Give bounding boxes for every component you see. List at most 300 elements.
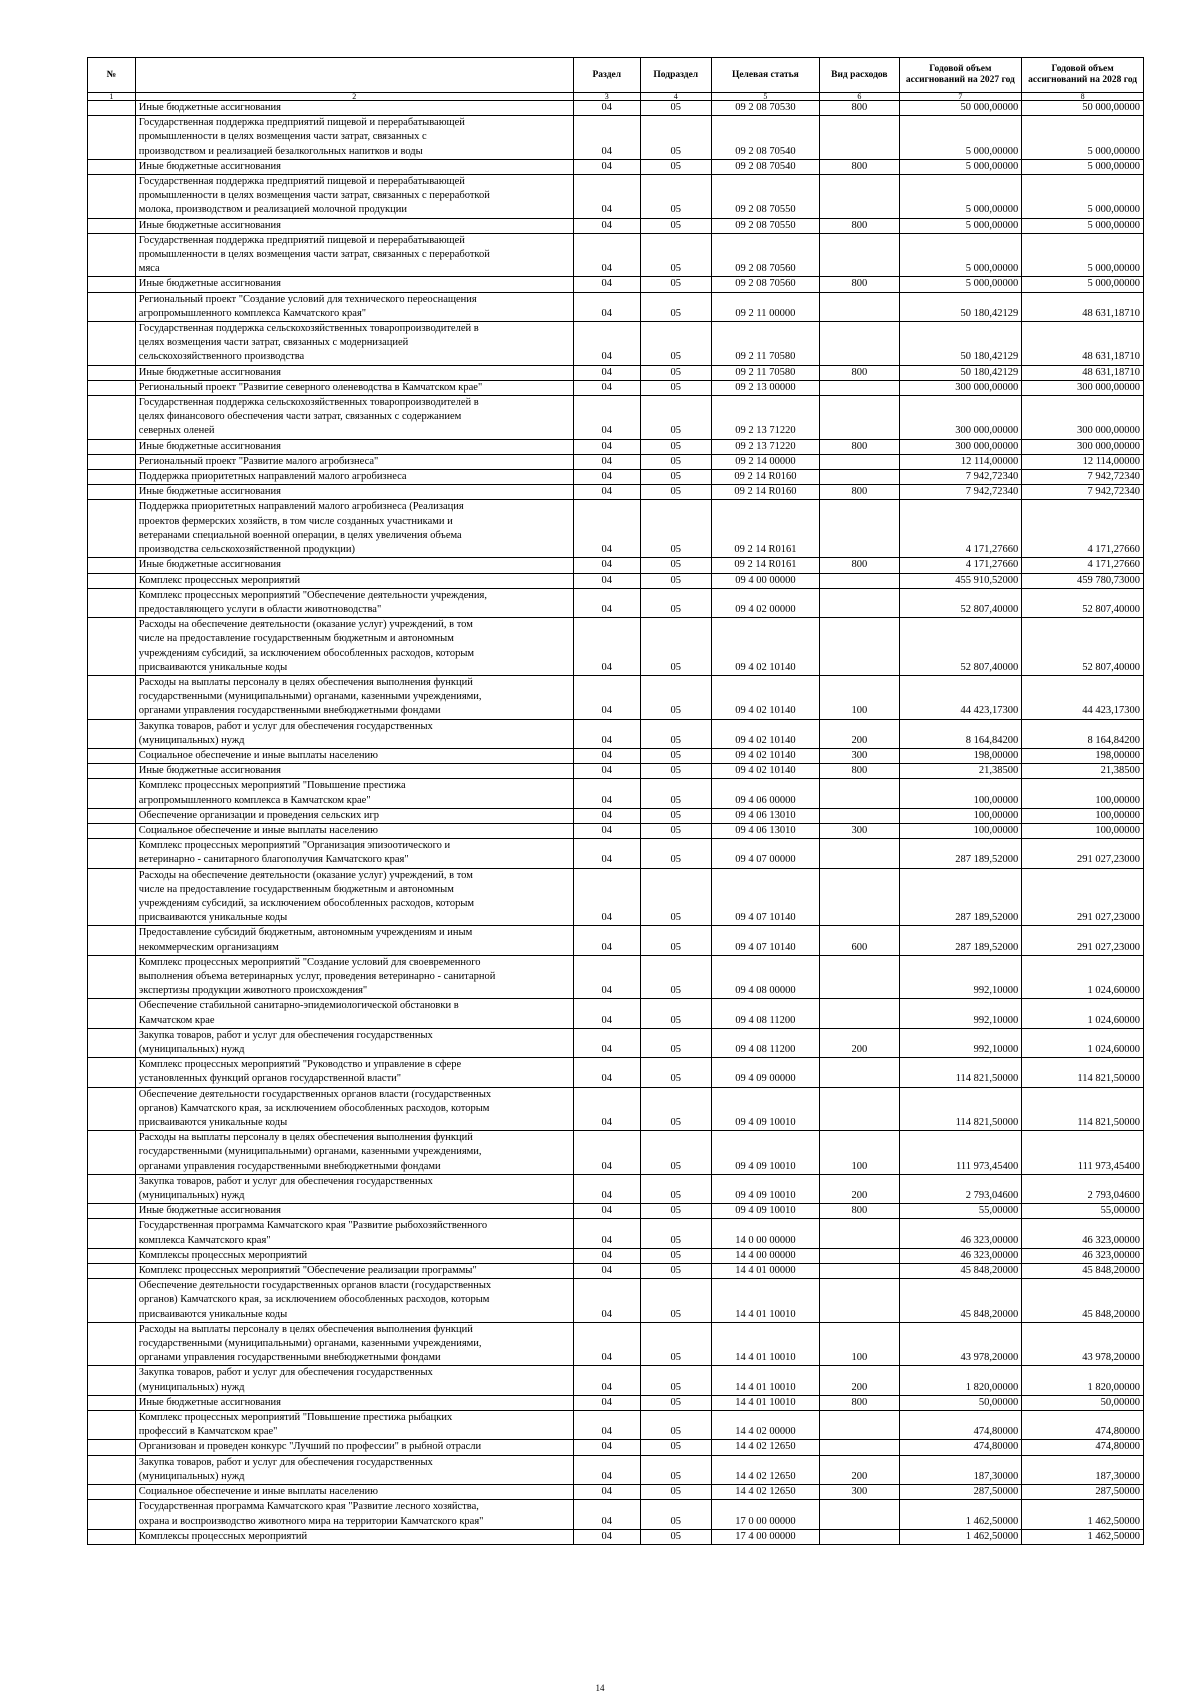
- cell-2028: 50 000,00000: [1022, 101, 1144, 116]
- cell-razdel: 04: [573, 1264, 640, 1279]
- cell-name-line: Закупка товаров, работ и услуг для обеспечения государственных: [138, 1456, 433, 1468]
- cell-razdel: 04: [573, 573, 640, 588]
- table-row: [88, 218, 1144, 233]
- cell-razdel: 04: [573, 955, 640, 999]
- header-name: [135, 58, 573, 93]
- cell-num: [88, 485, 136, 500]
- cell-vid: [820, 955, 899, 999]
- cell-name-line: северных оленей: [138, 425, 215, 437]
- cell-name: [135, 868, 573, 926]
- cell-name: [135, 1395, 573, 1410]
- cell-2028: 474,80000: [1022, 1411, 1144, 1440]
- cell-podrazdel: 05: [640, 1204, 711, 1219]
- cell-name-line: (муниципальных) нужд: [138, 734, 245, 746]
- cell-podrazdel: 05: [640, 1395, 711, 1410]
- cell-name: [135, 558, 573, 573]
- cell-celevaya: 09 4 08 11200: [711, 1028, 820, 1057]
- table-row: [88, 1058, 1144, 1087]
- cell-celevaya: 09 4 08 00000: [711, 955, 820, 999]
- cell-name-line: Камчатском крае: [138, 1014, 215, 1026]
- cell-vid: [820, 322, 899, 366]
- cell-podrazdel: 05: [640, 439, 711, 454]
- cell-name-line: органами управления государственными внебюджетными фондами: [138, 705, 441, 717]
- table-row: [88, 1500, 1144, 1529]
- cell-podrazdel: 05: [640, 1440, 711, 1455]
- cell-razdel: 04: [573, 588, 640, 617]
- cell-num: [88, 1529, 136, 1544]
- cell-2028: 5 000,00000: [1022, 175, 1144, 219]
- cell-vid: 300: [820, 823, 899, 838]
- cell-num: [88, 823, 136, 838]
- cell-name-line: молока, производством и реализацией молочной продукции: [138, 204, 407, 216]
- cell-razdel: 04: [573, 1485, 640, 1500]
- cell-2027: 474,80000: [899, 1440, 1022, 1455]
- cell-2027: 52 807,40000: [899, 588, 1022, 617]
- cell-2027: 1 462,50000: [899, 1529, 1022, 1544]
- cell-vid: [820, 1264, 899, 1279]
- cell-2028: 5 000,00000: [1022, 159, 1144, 174]
- cell-vid: 800: [820, 101, 899, 116]
- cell-name-line: Закупка товаров, работ и услуг для обеспечения государственных: [138, 720, 433, 732]
- cell-vid: [820, 1440, 899, 1455]
- cell-2028: 1 820,00000: [1022, 1366, 1144, 1395]
- column-index: 6: [820, 93, 899, 101]
- cell-name-line: государственными (муниципальными) органами, казенными учреждениями,: [138, 691, 482, 703]
- cell-name: [135, 1087, 573, 1131]
- cell-vid: [820, 380, 899, 395]
- cell-razdel: 04: [573, 485, 640, 500]
- header-2028: Годовой объем ассигнований на 2028 год: [1022, 58, 1144, 93]
- cell-razdel: 04: [573, 1028, 640, 1057]
- cell-podrazdel: 05: [640, 1028, 711, 1057]
- cell-name-line: Расходы на обеспечение деятельности (оказание услуг) учреждений, в том: [138, 619, 473, 631]
- cell-2028: 300 000,00000: [1022, 439, 1144, 454]
- cell-2027: 100,00000: [899, 779, 1022, 808]
- cell-name-line: комплекса Камчатского края": [138, 1234, 271, 1246]
- cell-name-line: Обеспечение стабильной санитарно-эпидемиологической обстановки в: [138, 1000, 459, 1012]
- cell-2028: 300 000,00000: [1022, 380, 1144, 395]
- cell-podrazdel: 05: [640, 955, 711, 999]
- cell-2028: 291 027,23000: [1022, 926, 1144, 955]
- cell-vid: 100: [820, 675, 899, 719]
- cell-2027: 198,00000: [899, 748, 1022, 763]
- cell-podrazdel: 05: [640, 1174, 711, 1203]
- cell-name-line: Расходы на обеспечение деятельности (оказание услуг) учреждений, в том: [138, 869, 473, 881]
- cell-name-line: Иные бюджетные ассигнования: [138, 765, 281, 777]
- cell-celevaya: 14 4 02 00000: [711, 1411, 820, 1440]
- cell-num: [88, 1455, 136, 1484]
- table-row: [88, 573, 1144, 588]
- cell-vid: 600: [820, 926, 899, 955]
- cell-name-line: Закупка товаров, работ и услуг для обеспечения государственных: [138, 1175, 433, 1187]
- cell-2028: 48 631,18710: [1022, 365, 1144, 380]
- cell-name-line: (муниципальных) нужд: [138, 1044, 245, 1055]
- table-row: [88, 365, 1144, 380]
- cell-name-line: Социальное обеспечение и иные выплаты населению: [138, 1486, 378, 1498]
- cell-podrazdel: 05: [640, 1087, 711, 1131]
- cell-razdel: 04: [573, 1279, 640, 1323]
- cell-num: [88, 808, 136, 823]
- cell-razdel: 04: [573, 365, 640, 380]
- cell-podrazdel: 05: [640, 322, 711, 366]
- table-row: [88, 1529, 1144, 1544]
- cell-razdel: 04: [573, 926, 640, 955]
- cell-2027: 45 848,20000: [899, 1264, 1022, 1279]
- cell-num: [88, 1500, 136, 1529]
- cell-podrazdel: 05: [640, 808, 711, 823]
- cell-celevaya: 09 2 08 70540: [711, 159, 820, 174]
- cell-name: [135, 764, 573, 779]
- cell-podrazdel: 05: [640, 454, 711, 469]
- cell-2028: 7 942,72340: [1022, 485, 1144, 500]
- cell-celevaya: 09 4 07 10140: [711, 926, 820, 955]
- cell-name: [135, 999, 573, 1028]
- cell-name-line: числе на предоставление государственным бюджетным и автономным: [138, 883, 454, 895]
- cell-2028: 4 171,27660: [1022, 500, 1144, 558]
- cell-2027: 100,00000: [899, 823, 1022, 838]
- cell-name-line: (муниципальных) нужд: [138, 1190, 245, 1202]
- cell-name-line: Государственная поддержка сельскохозяйственных товаропроизводителей в: [138, 323, 479, 335]
- table-row: [88, 1485, 1144, 1500]
- cell-2027: 55,00000: [899, 1204, 1022, 1219]
- cell-razdel: 04: [573, 558, 640, 573]
- cell-num: [88, 500, 136, 558]
- cell-name-line: Организован и проведен конкурс "Лучший по профессии" в рыбной отрасли: [138, 1441, 482, 1453]
- cell-name: [135, 101, 573, 116]
- cell-name-line: промышленности в целях возмещения части затрат, связанных с переработкой: [138, 249, 490, 261]
- cell-name-line: Обеспечение деятельности государственных органов власти (государственных: [138, 1088, 492, 1100]
- cell-name: [135, 808, 573, 823]
- cell-vid: [820, 808, 899, 823]
- cell-razdel: 04: [573, 322, 640, 366]
- cell-num: [88, 618, 136, 676]
- cell-2028: 1 024,60000: [1022, 999, 1144, 1028]
- cell-podrazdel: 05: [640, 380, 711, 395]
- cell-name: [135, 175, 573, 219]
- cell-name: [135, 500, 573, 558]
- cell-num: [88, 1411, 136, 1440]
- cell-2027: 111 973,45400: [899, 1131, 1022, 1175]
- cell-name-line: предоставляющего услуги в области животноводства": [138, 603, 382, 615]
- cell-celevaya: 09 4 09 10010: [711, 1204, 820, 1219]
- cell-podrazdel: 05: [640, 868, 711, 926]
- cell-podrazdel: 05: [640, 101, 711, 116]
- cell-vid: 300: [820, 748, 899, 763]
- cell-2027: 992,10000: [899, 1028, 1022, 1057]
- table-row: [88, 292, 1144, 321]
- cell-celevaya: 09 2 13 00000: [711, 380, 820, 395]
- cell-name: [135, 277, 573, 292]
- cell-name: [135, 1058, 573, 1087]
- cell-razdel: 04: [573, 1204, 640, 1219]
- cell-2028: 8 164,84200: [1022, 719, 1144, 748]
- cell-vid: 200: [820, 1028, 899, 1057]
- cell-podrazdel: 05: [640, 719, 711, 748]
- cell-celevaya: 09 4 02 00000: [711, 588, 820, 617]
- cell-celevaya: 14 4 01 00000: [711, 1264, 820, 1279]
- cell-2028: 7 942,72340: [1022, 470, 1144, 485]
- cell-num: [88, 558, 136, 573]
- cell-name: [135, 1204, 573, 1219]
- cell-name: [135, 116, 573, 160]
- cell-razdel: 04: [573, 1411, 640, 1440]
- budget-table-page: [87, 57, 1144, 1545]
- cell-name-line: Иные бюджетные ассигнования: [138, 160, 281, 172]
- cell-2027: 12 114,00000: [899, 454, 1022, 469]
- cell-celevaya: 09 2 14 R0160: [711, 485, 820, 500]
- cell-vid: [820, 470, 899, 485]
- cell-num: [88, 719, 136, 748]
- cell-celevaya: 09 4 09 10010: [711, 1131, 820, 1175]
- cell-name-line: установленных функций органов государственной власти": [138, 1073, 402, 1085]
- cell-razdel: 04: [573, 1219, 640, 1248]
- cell-num: [88, 1219, 136, 1248]
- table-row: [88, 175, 1144, 219]
- cell-celevaya: 09 4 06 00000: [711, 779, 820, 808]
- cell-razdel: 04: [573, 101, 640, 116]
- cell-celevaya: 09 2 11 00000: [711, 292, 820, 321]
- cell-name-line: Расходы на выплаты персоналу в целях обеспечения выполнения функций: [138, 676, 473, 688]
- cell-num: [88, 748, 136, 763]
- cell-2028: 198,00000: [1022, 748, 1144, 763]
- cell-celevaya: 09 2 08 70540: [711, 116, 820, 160]
- cell-podrazdel: 05: [640, 500, 711, 558]
- cell-name: [135, 779, 573, 808]
- cell-num: [88, 1279, 136, 1323]
- cell-name: [135, 618, 573, 676]
- cell-celevaya: 14 4 00 00000: [711, 1248, 820, 1263]
- cell-vid: [820, 999, 899, 1028]
- cell-name-line: учреждениям субсидий, за исключением обособленных расходов, которым: [138, 897, 475, 909]
- cell-num: [88, 1395, 136, 1410]
- cell-razdel: 04: [573, 868, 640, 926]
- cell-celevaya: 09 2 11 70580: [711, 322, 820, 366]
- cell-num: [88, 779, 136, 808]
- table-row: [88, 277, 1144, 292]
- cell-2027: 187,30000: [899, 1455, 1022, 1484]
- cell-name-line: Закупка товаров, работ и услуг для обеспечения государственных: [138, 1029, 433, 1041]
- column-index: 8: [1022, 93, 1144, 101]
- cell-celevaya: 09 4 09 00000: [711, 1058, 820, 1087]
- cell-celevaya: 09 4 02 10140: [711, 748, 820, 763]
- cell-vid: [820, 1248, 899, 1263]
- cell-num: [88, 175, 136, 219]
- cell-num: [88, 955, 136, 999]
- cell-2028: 5 000,00000: [1022, 218, 1144, 233]
- cell-podrazdel: 05: [640, 779, 711, 808]
- cell-name: [135, 955, 573, 999]
- table-row: [88, 380, 1144, 395]
- cell-name-line: Государственная поддержка предприятий пищевой и перерабатывающей: [138, 117, 465, 129]
- cell-celevaya: 14 0 00 00000: [711, 1219, 820, 1248]
- cell-celevaya: 17 0 00 00000: [711, 1500, 820, 1529]
- cell-celevaya: 09 2 11 70580: [711, 365, 820, 380]
- cell-2028: 111 973,45400: [1022, 1131, 1144, 1175]
- cell-name-line: органов) Камчатского края, за исключением обособленных расходов, которым: [138, 1102, 490, 1114]
- cell-2027: 7 942,72340: [899, 470, 1022, 485]
- cell-podrazdel: 05: [640, 573, 711, 588]
- cell-celevaya: 09 4 08 11200: [711, 999, 820, 1028]
- cell-2027: 5 000,00000: [899, 277, 1022, 292]
- table-row: [88, 675, 1144, 719]
- cell-name-line: Комплексы процессных мероприятий: [138, 1249, 308, 1261]
- cell-razdel: 04: [573, 175, 640, 219]
- cell-razdel: 04: [573, 1174, 640, 1203]
- cell-name: [135, 573, 573, 588]
- cell-name-line: некоммерческим организациям: [138, 941, 279, 953]
- cell-num: [88, 868, 136, 926]
- cell-razdel: 04: [573, 218, 640, 233]
- cell-podrazdel: 05: [640, 558, 711, 573]
- cell-name: [135, 675, 573, 719]
- cell-num: [88, 675, 136, 719]
- cell-2028: 55,00000: [1022, 1204, 1144, 1219]
- cell-name-line: государственными (муниципальными) органами, казенными учреждениями,: [138, 1338, 482, 1350]
- cell-celevaya: 09 2 08 70550: [711, 175, 820, 219]
- cell-2028: 291 027,23000: [1022, 868, 1144, 926]
- header-celevaya: Целевая статья: [711, 58, 820, 93]
- cell-num: [88, 573, 136, 588]
- cell-name-line: промышленности в целях возмещения части затрат, связанных с: [138, 131, 427, 143]
- cell-2027: 50 000,00000: [899, 101, 1022, 116]
- cell-name-line: органами управления государственными внебюджетными фондами: [138, 1160, 441, 1172]
- cell-2028: 1 462,50000: [1022, 1500, 1144, 1529]
- cell-num: [88, 1087, 136, 1131]
- cell-name-line: учреждениям субсидий, за исключением обособленных расходов, которым: [138, 647, 475, 659]
- cell-celevaya: 09 2 13 71220: [711, 439, 820, 454]
- cell-vid: 200: [820, 1366, 899, 1395]
- cell-celevaya: 09 4 00 00000: [711, 573, 820, 588]
- cell-razdel: 04: [573, 779, 640, 808]
- cell-2028: 4 171,27660: [1022, 558, 1144, 573]
- cell-razdel: 04: [573, 618, 640, 676]
- cell-num: [88, 764, 136, 779]
- header-row: [88, 58, 1144, 93]
- cell-2027: 50,00000: [899, 1395, 1022, 1410]
- cell-name: [135, 485, 573, 500]
- cell-name-line: промышленности в целях возмещения части затрат, связанных с переработкой: [138, 190, 490, 202]
- cell-num: [88, 1322, 136, 1366]
- cell-celevaya: 09 4 09 10010: [711, 1174, 820, 1203]
- cell-2027: 4 171,27660: [899, 558, 1022, 573]
- cell-name: [135, 1174, 573, 1203]
- column-index: 7: [899, 93, 1022, 101]
- cell-vid: [820, 779, 899, 808]
- cell-name: [135, 1411, 573, 1440]
- cell-razdel: 04: [573, 1322, 640, 1366]
- cell-podrazdel: 05: [640, 926, 711, 955]
- cell-name-line: Иные бюджетные ассигнования: [138, 1396, 281, 1408]
- table-row: [88, 1322, 1144, 1366]
- cell-name-line: выполнения объема ветеринарных услуг, проведения ветеринарно - санитарной: [138, 970, 496, 982]
- cell-razdel: 04: [573, 719, 640, 748]
- cell-name-line: Комплекс процессных мероприятий "Повышение престижа рыбацких: [138, 1412, 453, 1424]
- table-row: [88, 1204, 1144, 1219]
- cell-name-line: охрана и воспроизводство животного мира на территории Камчатского края": [138, 1515, 484, 1527]
- cell-celevaya: 09 4 07 10140: [711, 868, 820, 926]
- cell-razdel: 04: [573, 1087, 640, 1131]
- table-row: [88, 1395, 1144, 1410]
- cell-podrazdel: 05: [640, 396, 711, 440]
- cell-podrazdel: 05: [640, 618, 711, 676]
- cell-2028: 100,00000: [1022, 808, 1144, 823]
- cell-vid: [820, 233, 899, 277]
- cell-vid: [820, 116, 899, 160]
- cell-name-line: Комплекс процессных мероприятий: [138, 574, 301, 586]
- cell-name-line: Иные бюджетные ассигнования: [138, 102, 281, 113]
- cell-name-line: Иные бюджетные ассигнования: [138, 440, 281, 452]
- cell-podrazdel: 05: [640, 159, 711, 174]
- cell-name-line: профессий в Камчатском крае": [138, 1426, 278, 1438]
- cell-name: [135, 1440, 573, 1455]
- cell-celevaya: 14 4 01 10010: [711, 1366, 820, 1395]
- table-row: [88, 1455, 1144, 1484]
- cell-name: [135, 380, 573, 395]
- table-row: [88, 439, 1144, 454]
- cell-num: [88, 292, 136, 321]
- cell-razdel: 04: [573, 233, 640, 277]
- cell-name: [135, 588, 573, 617]
- cell-vid: [820, 1529, 899, 1544]
- table-row: [88, 719, 1144, 748]
- cell-vid: [820, 500, 899, 558]
- cell-name: [135, 1366, 573, 1395]
- header-podrazdel: Подраздел: [640, 58, 711, 93]
- cell-vid: 800: [820, 485, 899, 500]
- cell-name-line: Иные бюджетные ассигнования: [138, 486, 281, 498]
- cell-2027: 8 164,84200: [899, 719, 1022, 748]
- cell-name-line: Региональный проект "Создание условий для технического переоснащения: [138, 293, 477, 305]
- cell-celevaya: 09 2 14 R0160: [711, 470, 820, 485]
- cell-2028: 50,00000: [1022, 1395, 1144, 1410]
- cell-2028: 114 821,50000: [1022, 1058, 1144, 1087]
- cell-num: [88, 839, 136, 868]
- cell-2028: 46 323,00000: [1022, 1219, 1144, 1248]
- cell-2027: 2 793,04600: [899, 1174, 1022, 1203]
- cell-2027: 5 000,00000: [899, 233, 1022, 277]
- table-row: [88, 955, 1144, 999]
- cell-2027: 50 180,42129: [899, 292, 1022, 321]
- cell-name: [135, 396, 573, 440]
- cell-name-line: Комплекс процессных мероприятий "Обеспечение деятельности учреждения,: [138, 589, 487, 601]
- cell-podrazdel: 05: [640, 1366, 711, 1395]
- column-index: 2: [135, 93, 573, 101]
- cell-2027: 50 180,42129: [899, 365, 1022, 380]
- column-index: 3: [573, 93, 640, 101]
- cell-podrazdel: 05: [640, 1411, 711, 1440]
- cell-vid: [820, 1411, 899, 1440]
- cell-podrazdel: 05: [640, 175, 711, 219]
- column-index: 5: [711, 93, 820, 101]
- cell-vid: [820, 1279, 899, 1323]
- cell-celevaya: 14 4 02 12650: [711, 1485, 820, 1500]
- cell-razdel: 04: [573, 1529, 640, 1544]
- cell-name: [135, 1131, 573, 1175]
- cell-2027: 1 462,50000: [899, 1500, 1022, 1529]
- cell-vid: [820, 1058, 899, 1087]
- cell-2028: 48 631,18710: [1022, 292, 1144, 321]
- cell-name: [135, 926, 573, 955]
- cell-celevaya: 09 2 13 71220: [711, 396, 820, 440]
- cell-2027: 45 848,20000: [899, 1279, 1022, 1323]
- table-row: [88, 233, 1144, 277]
- cell-name-line: агропромышленного комплекса Камчатского края": [138, 307, 367, 319]
- cell-name-line: ветеринарно - санитарного благополучия Камчатского края": [138, 854, 409, 866]
- table-row: [88, 1279, 1144, 1323]
- cell-2028: 48 631,18710: [1022, 322, 1144, 366]
- cell-celevaya: 09 4 02 10140: [711, 719, 820, 748]
- cell-2028: 2 793,04600: [1022, 1174, 1144, 1203]
